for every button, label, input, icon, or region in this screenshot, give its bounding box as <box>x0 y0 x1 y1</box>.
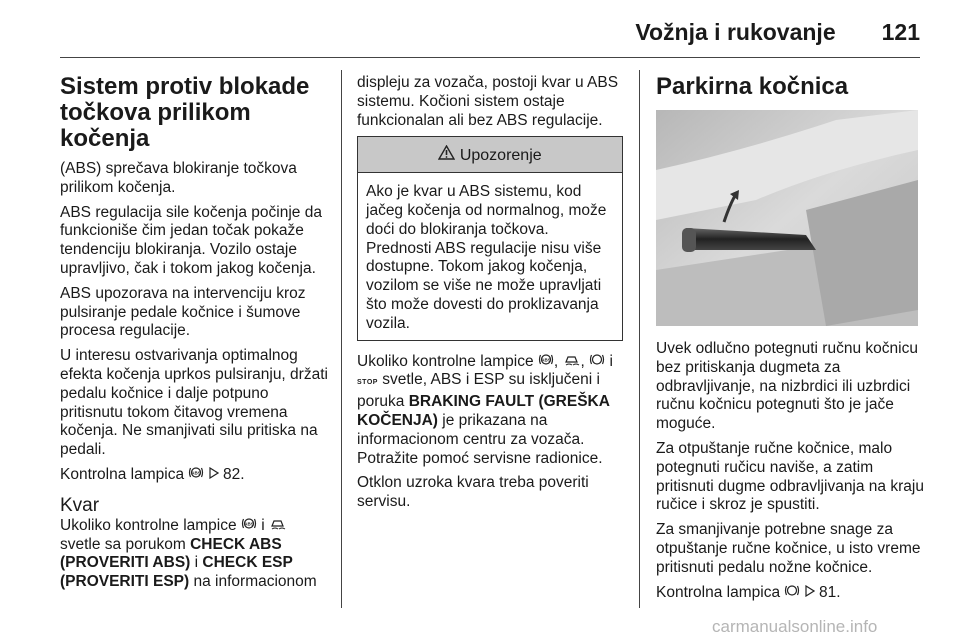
fault-subtitle: Kvar <box>60 494 100 516</box>
column-divider-2 <box>639 70 640 608</box>
esp-car-skid-icon <box>269 517 287 536</box>
abs-intro: (ABS) sprečava blokiranje točkova prilikom kočenja. <box>60 160 297 196</box>
abs-warning-icon <box>538 353 554 372</box>
fault-continuation: displeju za vozača, postoji kvar u ABS sistemu. Kočioni sistem ostaje funkcionalan ali bez ABS regulacije. <box>357 74 619 129</box>
page-header <box>635 16 920 48</box>
column-abs <box>60 74 328 598</box>
abs-optimal-text: U interesu ostvarivanja optimalnog efekta kočenja uprkos pulsiranju, držati pedalu kočnice i dalje potpuno pritisnutu tokom čitavog vremena kočenja. Ne smanjivati silu pritiska na pedali. <box>60 347 328 459</box>
abs-lamp-ref: Kontrolna lampica ABS 82. <box>60 465 245 483</box>
abs-warning-icon <box>241 517 257 536</box>
parking-brake-release: Za otpuštanje ručne kočnice, malo potegnuti ručicu naviše, a zatim pritisnuti dugme odbravljivanja na kraju ručice i skroz je spustiti. <box>656 439 924 514</box>
fault-text: Ukoliko kontrolne lampice ABS i svetle sa porukom CHECK ABS (PROVERITI ABS) i CHECK ESP (PROVERITI ESP) na informacionom <box>60 516 317 591</box>
svg-text:ABS: ABS <box>191 470 202 476</box>
column-parking-brake <box>656 74 924 608</box>
stop-label: STOP <box>357 379 378 387</box>
svg-text:ABS: ABS <box>541 357 551 363</box>
watermark: carmanualsonline.info <box>712 617 878 636</box>
abs-title: Sistem protiv blokade točkova prilikom kočenja <box>60 73 310 152</box>
parking-brake-photo <box>656 110 918 326</box>
lamps-text: Ukoliko kontrolne lampice ABS , , i STOP svetle, ABS i ESP su isključeni i poruka BRAKING FAULT (GREŠKA KOČENJA) je prikazana na informacionom centru za vozača. Potražite pomoć servisne radionice. <box>357 352 613 467</box>
parking-brake-force: Za smanjivanje potrebne snage za otpuštanje ručne kočnice, u isto vreme pritisnuti pedalu nožne kočnice. <box>656 521 921 576</box>
warning-box <box>357 136 623 340</box>
warning-body: Ako je kvar u ABS sistemu, kod jačeg kočenja od normalnog, može doći do blokiranja točkova. Prednosti ABS regulacije nisu više dostupne. Tokom jakog kočenja, vozilom se više ne može upravljati što može dovesti do proklizavanja vozila. <box>366 183 607 332</box>
abs-regulation: ABS regulacija sile kočenja počinje da funkcioniše čim jedan točak pokaže tendenciju blokiranja. Vozilo ostaje upravljivo, čak i tokom jakog kočenja. <box>60 203 322 277</box>
svg-text:ABS: ABS <box>244 521 254 527</box>
warning-triangle-icon <box>438 145 455 166</box>
parking-brake-lamp-ref: Kontrolna lampica 81. <box>656 583 841 601</box>
section-title: Vožnja i rukovanje <box>635 18 836 45</box>
page-reference-arrow-icon <box>805 584 815 603</box>
abs-warning-text: ABS upozorava na intervenciju kroz pulsiranje pedale kočnice i šumove procesa regulacije. <box>60 284 306 340</box>
warning-title: Upozorenje <box>459 147 542 165</box>
abs-warning-icon <box>188 466 204 485</box>
brake-warning-icon <box>589 353 605 372</box>
parking-brake-pull: Uvek odlučno potegnuti ručnu kočnicu bez pritiskanja dugmeta za odbravljivanje, na nizbrdici ili uzbrdici ručnu kočnicu potegnuti što je jače moguće. <box>656 340 918 433</box>
brake-warning-icon <box>784 584 800 603</box>
parking-brake-title: Parkirna kočnica <box>656 73 849 100</box>
column-divider-1 <box>341 70 342 608</box>
esp-car-skid-icon <box>563 353 581 372</box>
header-rule <box>60 57 920 58</box>
page-reference-arrow-icon <box>209 466 219 485</box>
page-number: 121 <box>881 18 920 45</box>
column-abs-cont <box>357 74 623 518</box>
warning-header <box>358 137 622 173</box>
service-text: Otklon uzroka kvara treba poveriti servisu. <box>357 474 589 511</box>
